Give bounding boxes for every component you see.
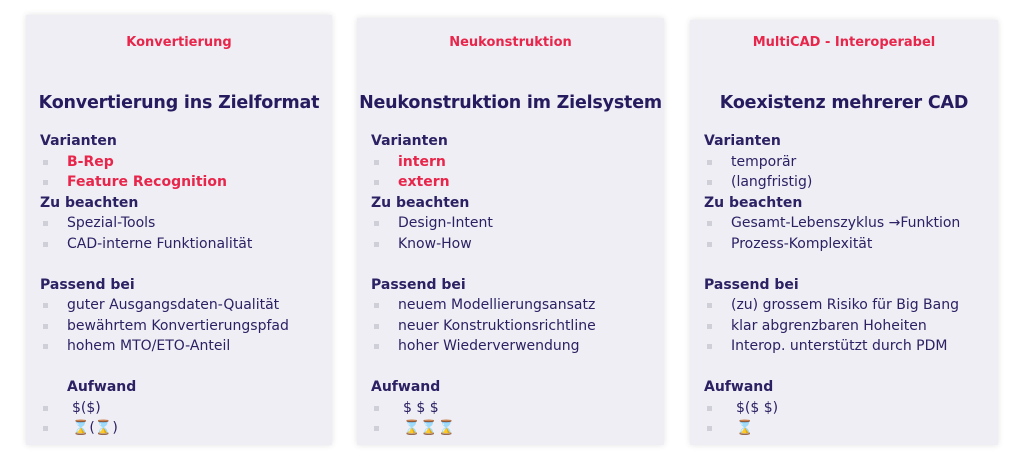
section-heading-varianten: Varianten: [40, 133, 117, 149]
card-body: [40, 131, 328, 439]
card-body: [704, 131, 994, 439]
list-item: CAD-interne Funktionalität: [40, 234, 328, 255]
card-1: [26, 15, 332, 445]
list-item: bewährtem Konvertierungspfad: [40, 316, 328, 337]
section-heading-varianten: Varianten: [704, 133, 781, 149]
list-item: (langfristig): [704, 172, 994, 193]
list-item: intern: [371, 152, 660, 173]
section-heading-aufwand: Aufwand: [67, 379, 137, 395]
card-subtitle: Konvertierung: [126, 35, 232, 50]
list-item: neuem Modellierungsansatz: [371, 295, 660, 316]
section-heading-passend: Passend bei: [704, 276, 799, 293]
card-subtitle: Neukonstruktion: [449, 35, 572, 50]
list-item: guter Ausgangsdaten-Qualität: [40, 295, 328, 316]
list-item: klar abgrenzbaren Hoheiten: [704, 316, 994, 337]
list-item: extern: [371, 172, 660, 193]
list-item: $($): [40, 398, 328, 419]
list-item: hohem MTO/ETO-Anteil: [40, 336, 328, 357]
section-heading-aufwand: Aufwand: [371, 379, 441, 395]
section-heading-passend: Passend bei: [371, 276, 466, 293]
card-body: [371, 131, 660, 439]
section-heading-beachten: Zu beachten: [40, 194, 139, 211]
list-item: Interop. unterstützt durch PDM: [704, 336, 994, 357]
card-2: [357, 18, 664, 445]
list-item: Spezial-Tools: [40, 213, 328, 234]
card-subtitle: MultiCAD - Interoperabel: [752, 35, 936, 50]
section-heading-beachten: Zu beachten: [371, 194, 470, 211]
section-heading-varianten: Varianten: [371, 133, 448, 149]
list-item: neuer Konstruktionsrichtline: [371, 316, 660, 337]
list-item: hoher Wiederverwendung: [371, 336, 660, 357]
section-heading-beachten: Zu beachten: [704, 194, 803, 211]
list-item: Gesamt-Lebenszyklus →Funktion: [704, 213, 994, 234]
list-item: $ $ $: [371, 398, 660, 419]
list-item: Feature Recognition: [40, 172, 328, 193]
list-item: ⌛: [704, 418, 994, 439]
section-heading-aufwand: Aufwand: [704, 379, 774, 395]
list-item: $($ $): [704, 398, 994, 419]
section-heading-passend: Passend bei: [40, 276, 135, 293]
list-item: ⌛⌛⌛: [371, 418, 660, 439]
card-3: [690, 20, 998, 445]
list-item: Know-How: [371, 234, 660, 255]
card-title: Koexistenz mehrerer CAD: [719, 93, 969, 113]
list-item: Prozess-Komplexität: [704, 234, 994, 255]
list-item: Design-Intent: [371, 213, 660, 234]
card-title: Konvertierung ins Zielformat: [38, 93, 320, 113]
list-item: (zu) grossem Risiko für Big Bang: [704, 295, 994, 316]
card-title: Neukonstruktion im Zielsystem: [359, 93, 662, 113]
list-item: ⌛(⌛): [40, 418, 328, 439]
list-item: temporär: [704, 152, 994, 173]
list-item: B-Rep: [40, 152, 328, 173]
